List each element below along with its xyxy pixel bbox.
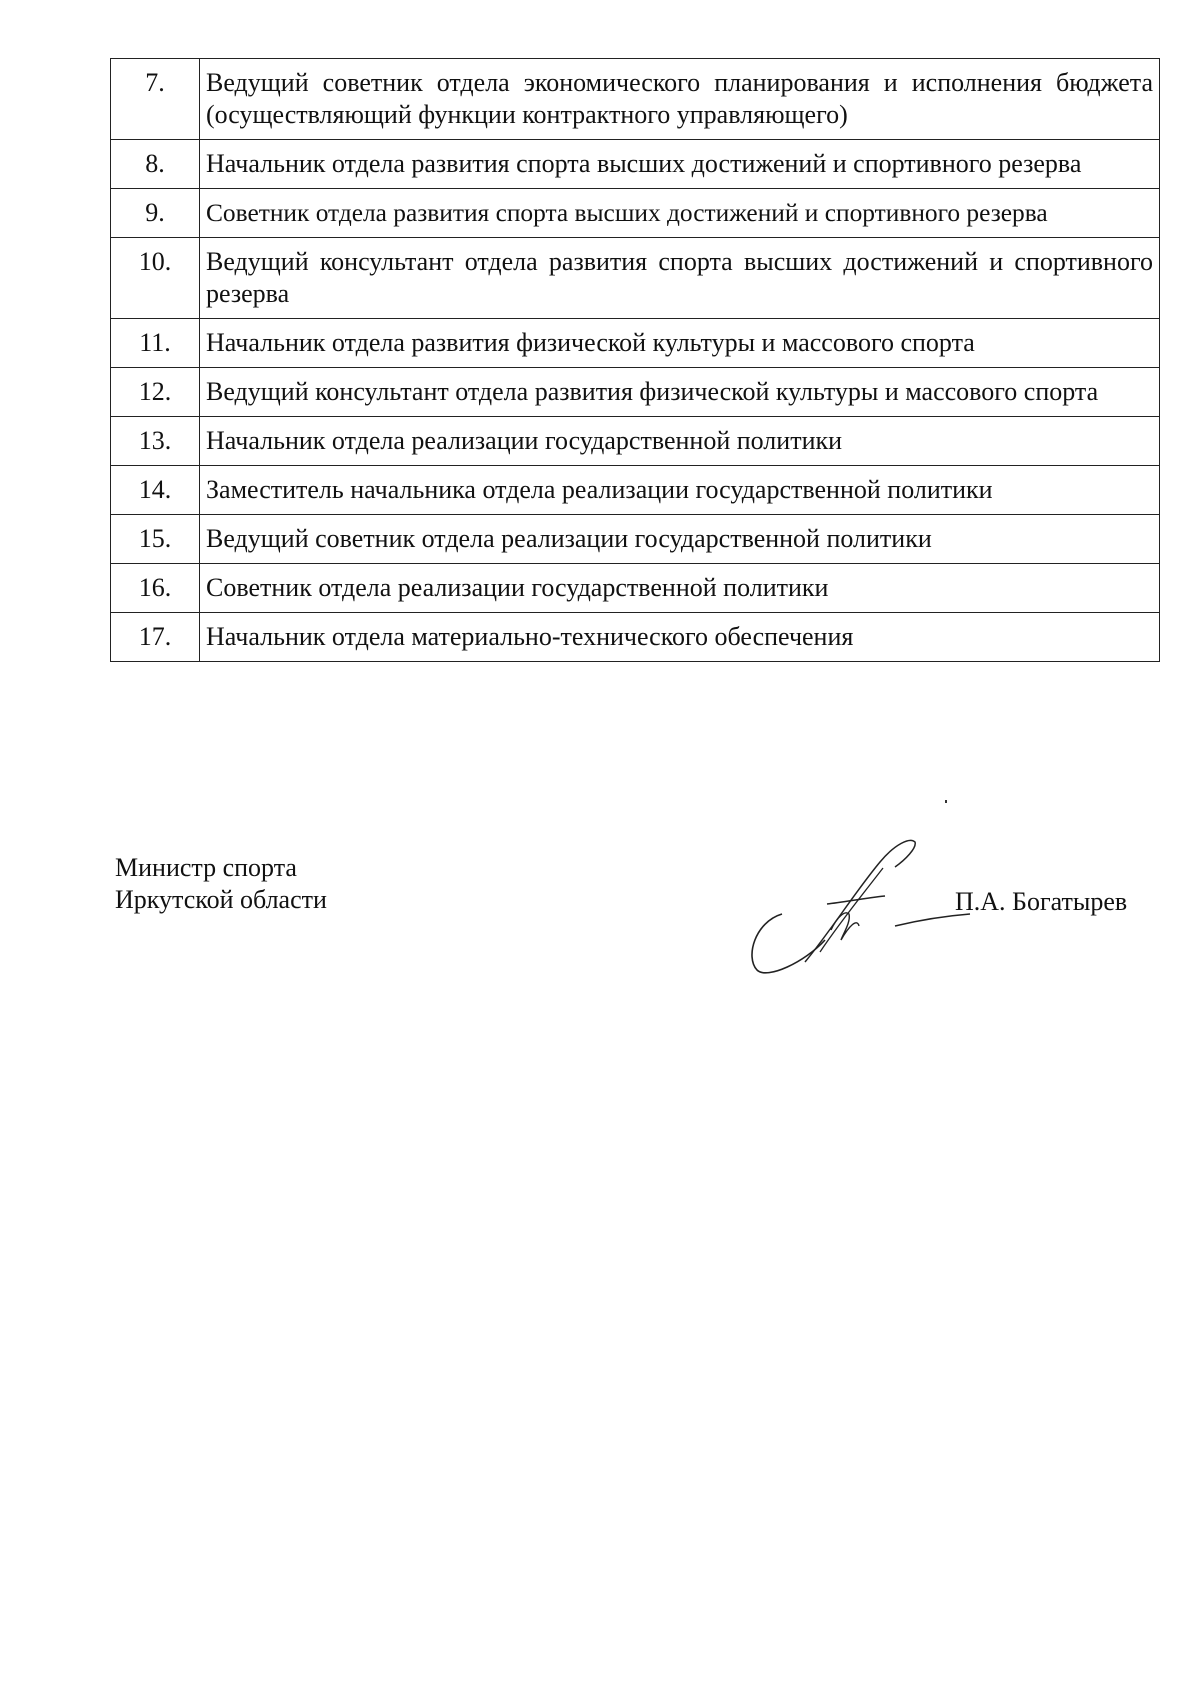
table-row: [111, 59, 1160, 140]
table-row: [111, 564, 1160, 613]
table-row: [111, 189, 1160, 238]
row-title: Начальник отдела развития физической культуры и массового спорта: [200, 319, 1160, 368]
row-title: Советник отдела реализации государственной политики: [200, 564, 1160, 613]
row-number: 11.: [111, 319, 200, 368]
row-number: 15.: [111, 515, 200, 564]
table-row: [111, 319, 1160, 368]
row-title: Начальник отдела развития спорта высших достижений и спортивного резерва: [200, 140, 1160, 189]
signer-position-line2: Иркутской области: [115, 885, 327, 914]
row-title: Ведущий советник отдела экономического планирования и исполнения бюджета (осуществляющий функции контрактного управляющего): [200, 59, 1160, 140]
row-number: 10.: [111, 238, 200, 319]
row-number: 16.: [111, 564, 200, 613]
row-number: 7.: [111, 59, 200, 140]
handwritten-signature-icon: [745, 822, 985, 982]
table-row: [111, 466, 1160, 515]
row-title: Ведущий консультант отдела развития спорта высших достижений и спортивного резерва: [200, 238, 1160, 319]
signer-name: П.А. Богатырев: [955, 887, 1128, 916]
scan-speck: [945, 800, 947, 803]
table-row: [111, 238, 1160, 319]
table-row: [111, 515, 1160, 564]
signer-position: [115, 852, 327, 916]
row-title: Советник отдела развития спорта высших достижений и спортивного резерва: [200, 189, 1160, 238]
row-title: Начальник отдела реализации государственной политики: [200, 417, 1160, 466]
table-row: [111, 140, 1160, 189]
row-number: 12.: [111, 368, 200, 417]
row-number: 17.: [111, 613, 200, 662]
row-title: Заместитель начальника отдела реализации государственной политики: [200, 466, 1160, 515]
row-title: Ведущий советник отдела реализации государственной политики: [200, 515, 1160, 564]
row-number: 8.: [111, 140, 200, 189]
table-row: [111, 417, 1160, 466]
table-row: [111, 613, 1160, 662]
row-title: Начальник отдела материально-технического обеспечения: [200, 613, 1160, 662]
row-number: 14.: [111, 466, 200, 515]
positions-table: [110, 58, 1160, 662]
row-number: 9.: [111, 189, 200, 238]
row-number: 13.: [111, 417, 200, 466]
row-title: Ведущий консультант отдела развития физической культуры и массового спорта: [200, 368, 1160, 417]
table-row: [111, 368, 1160, 417]
signer-position-line1: Министр спорта: [115, 853, 297, 882]
